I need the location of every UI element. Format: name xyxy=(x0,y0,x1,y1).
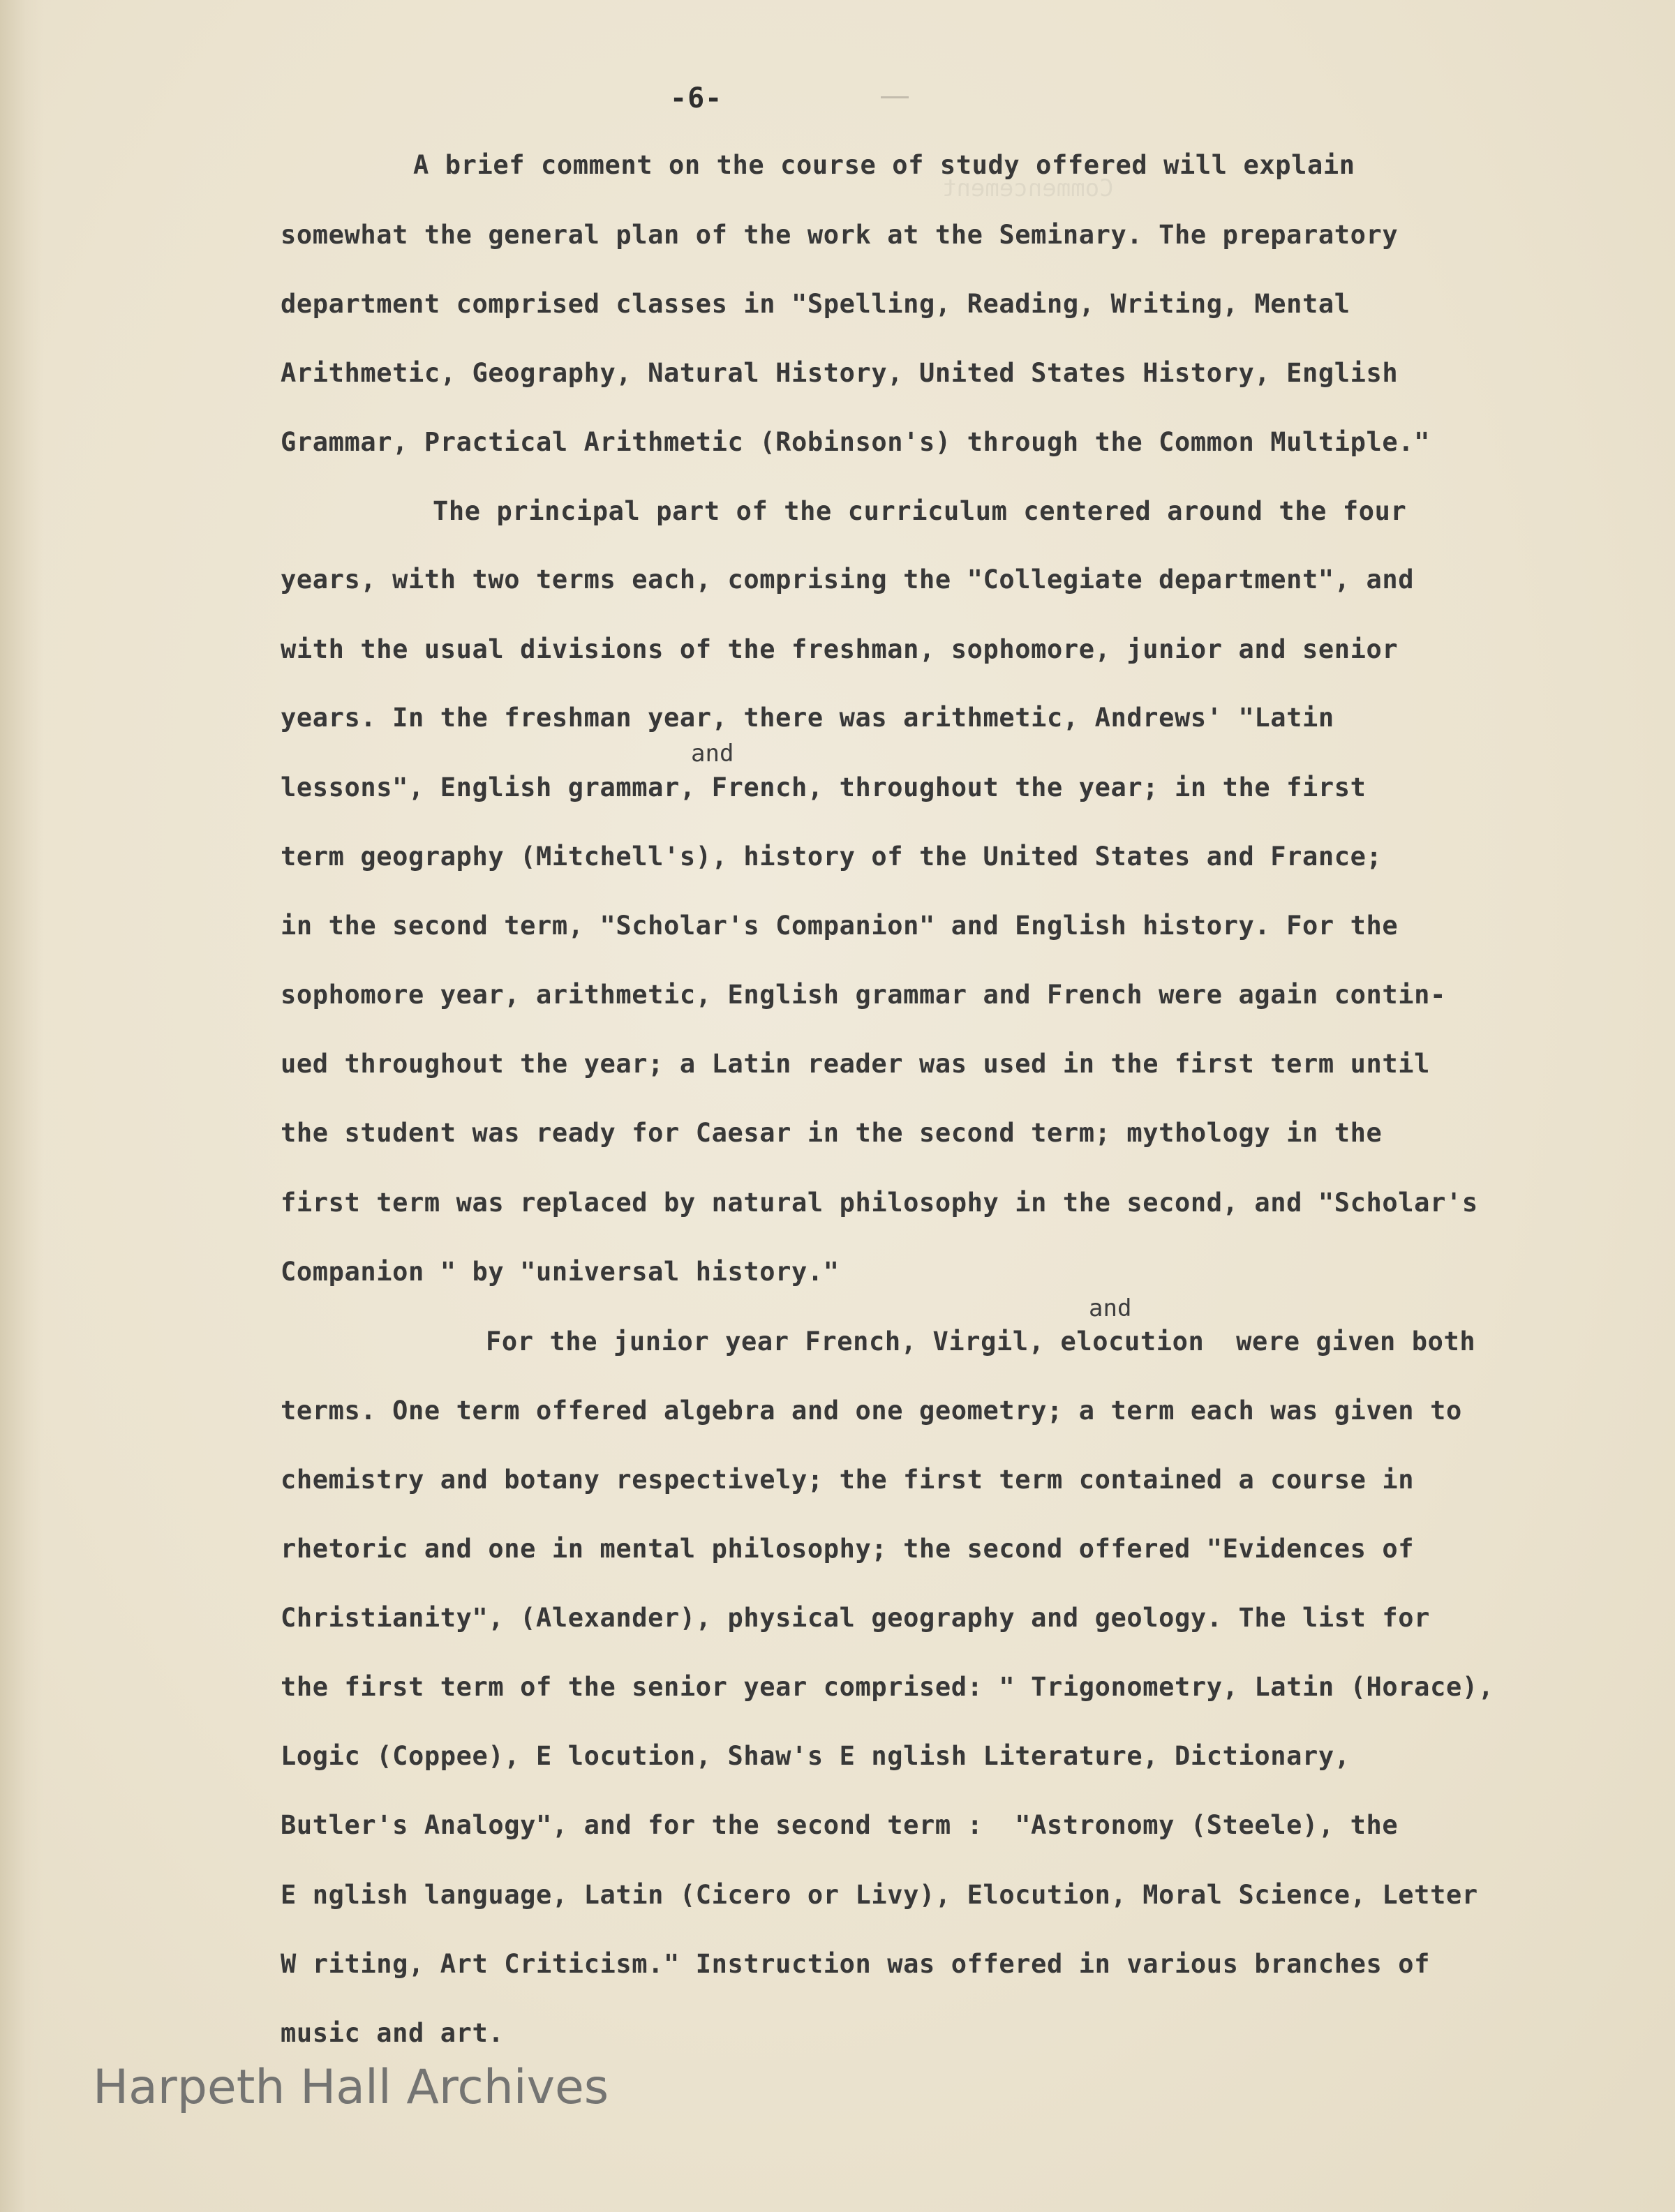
archive-watermark: Harpeth Hall Archives xyxy=(93,2060,609,2115)
text-line: music and art. xyxy=(281,2018,505,2048)
text-line: Christianity", (Alexander), physical geography and geology. The list for xyxy=(281,1603,1431,1633)
text-line: ued throughout the year; a Latin reader was used in the first term until xyxy=(281,1049,1431,1079)
text-line: in the second term, "Scholar's Companion" and English history. For the xyxy=(281,911,1399,941)
text-line: rhetoric and one in mental philosophy; the second offered "Evidences of xyxy=(281,1534,1415,1564)
text-line: Grammar, Practical Arithmetic (Robinson's) through the Common Multiple." xyxy=(281,427,1431,457)
text-line: terms. One term offered algebra and one geometry; a term each was given to xyxy=(281,1396,1462,1426)
faint-ink-mark xyxy=(881,96,909,98)
text-line: years, with two terms each, comprising the "Collegiate department", and xyxy=(281,565,1415,595)
text-line: Logic (Coppee), E locution, Shaw's E nglish Literature, Dictionary, xyxy=(281,1741,1350,1771)
text-line: years. In the freshman year, there was arithmetic, Andrews' "Latin xyxy=(281,703,1334,733)
text-line: For the junior year French, Virgil, elocution were given both xyxy=(486,1327,1476,1357)
text-line: chemistry and botany respectively; the first term contained a course in xyxy=(281,1465,1415,1495)
handwritten-insert: and xyxy=(691,740,734,768)
text-line: term geography (Mitchell's), history of the United States and France; xyxy=(281,842,1383,872)
text-line: first term was replaced by natural philosophy in the second, and "Scholar's xyxy=(281,1188,1478,1218)
bleed-through-ghost-text: Commencement xyxy=(942,174,1114,202)
page-number: -6- xyxy=(670,82,723,114)
handwritten-insert: and xyxy=(1089,1294,1132,1322)
text-line: Arithmetic, Geography, Natural History, United States History, English xyxy=(281,358,1399,388)
text-line: with the usual divisions of the freshman, sophomore, junior and senior xyxy=(281,634,1399,664)
text-line: the first term of the senior year comprised: " Trigonometry, Latin (Horace), xyxy=(281,1672,1494,1702)
text-line: Companion " by "universal history." xyxy=(281,1257,840,1287)
text-line: The principal part of the curriculum centered around the four xyxy=(433,496,1407,526)
text-line: the student was ready for Caesar in the second term; mythology in the xyxy=(281,1118,1383,1148)
page-edge-shadow xyxy=(0,0,43,2212)
text-line: Butler's Analogy", and for the second term : "Astronomy (Steele), the xyxy=(281,1810,1399,1840)
text-line: W riting, Art Criticism." Instruction was offered in various branches of xyxy=(281,1949,1431,1979)
text-line: somewhat the general plan of the work at the Seminary. The preparatory xyxy=(281,220,1399,250)
text-line: E nglish language, Latin (Cicero or Livy), Elocution, Moral Science, Letter xyxy=(281,1880,1478,1910)
text-line: lessons", English grammar, French, throughout the year; in the first xyxy=(281,772,1367,802)
text-line: sophomore year, arithmetic, English grammar and French were again contin- xyxy=(281,980,1446,1010)
text-line: A brief comment on the course of study offered will explain xyxy=(413,150,1355,180)
text-line: department comprised classes in "Spelling, Reading, Writing, Mental xyxy=(281,289,1350,319)
